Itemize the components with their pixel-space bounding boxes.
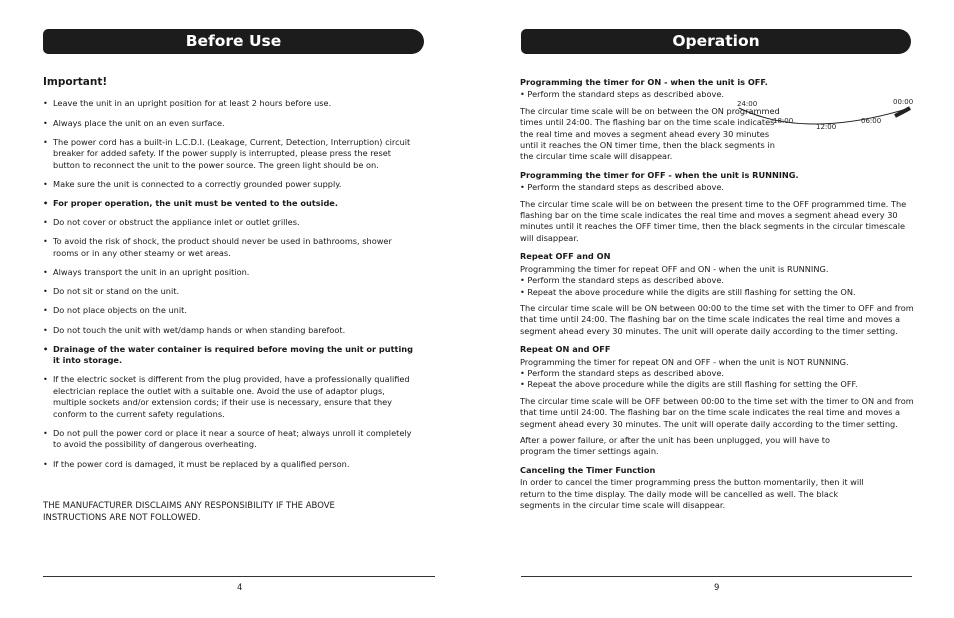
important-heading: Important! [43,76,108,88]
right-page [477,0,954,618]
section-title: Canceling the Timer Function [520,464,656,475]
section-intro: Programming the timer for repeat ON and OFF - when the unit is NOT RUNNING. [520,356,849,367]
bullet-item: • Always place the unit on an even surface. [43,118,415,129]
label-00: 00:00 [893,98,914,106]
section-text: The circular time scale will be OFF between 00:00 to the time set with the timer to ON and from that time until 24:00. The flashing bar on the time scale indicates the real time and moves a segment ahead every 30 minutes. The unit will operate daily according to the timer setting. [520,395,914,429]
before-use-banner: Before Use [43,29,424,54]
section-title: Repeat OFF and ON [520,251,611,262]
section-title: Repeat ON and OFF [520,344,611,355]
time-scale-diagram [735,94,915,158]
bullet-item: • Do not touch the unit with wet/damp hands or when standing barefoot. [43,325,415,336]
important-section [43,77,415,478]
page-number: 9 [714,583,720,593]
section-text: The circular time scale will be on between the ON programmed times until 24:00. The flashing bar on the time scale indicates the real time and moves a segment ahead every 30 minutes until it reaches the ON timer time, then the black segments in the circular time scale will disappear. [520,105,780,162]
bullet-item: • Always transport the unit in an upright position. [43,267,415,278]
time-scale-arc [739,108,910,124]
bullet-item: • To avoid the risk of shock, the product should never be used in bathrooms, shower rooms or in any other steamy or wet areas. [43,236,415,259]
section-timer-off [520,170,916,244]
page-number: 4 [237,583,243,593]
section-repeat-on-off [520,344,916,458]
section-intro: Programming the timer for repeat OFF and ON - when the unit is RUNNING. [520,263,829,274]
bullet-item: • If the power cord is damaged, it must be replaced by a qualified person. [43,459,415,470]
section-title: Programming the timer for ON - when the unit is OFF. [520,77,768,87]
section-bullet: • Perform the standard steps as described above. [520,367,724,378]
bullet-item: • The power cord has a built-in L.C.D.I. (Leakage, Current, Detection, Interruption) circuit breaker for added safety. If the power supply is interrupted, please press the reset button to reconnect the unit to the power source. The green light should be on. [43,137,415,171]
label-18: 18:00 [773,117,794,125]
section-text: The circular time scale will be ON between 00:00 to the time set with the timer to OFF and from that time until 24:00. The flashing bar on the time scale indicates the real time and moves a segment ahead every 30 minutes. The unit will operate daily according to the timer setting. [520,302,914,336]
section-cancel-timer [520,465,916,512]
bullet-item: • Do not place objects on the unit. [43,305,415,316]
bullet-item: • Make sure the unit is connected to a correctly grounded power supply. [43,179,415,190]
label-12: 12:00 [816,123,837,131]
section-title: Programming the timer for OFF - when the unit is RUNNING. [520,169,799,180]
section-text: The circular time scale will be on between the present time to the OFF programmed time. The flashing bar on the time scale indicates the real time and moves a segment ahead every 30 minutes until it reaches the OFF timer time, then the black segments in the circular timescale will disappear. [520,198,907,243]
section-repeat-off-on [520,251,916,337]
label-24: 24:00 [737,100,758,108]
bullet-item: • Leave the unit in an upright position for at least 2 hours before use. [43,98,415,109]
section-bullet: • Perform the standard steps as described above. [520,275,724,286]
bullet-item: • Drainage of the water container is required before moving the unit or putting it into storage. [43,344,415,367]
bullet-item: • Do not sit or stand on the unit. [43,286,415,297]
section-bullet: • Perform the standard steps as described above. [520,182,724,193]
disclaimer-text: THE MANUFACTURER DISCLAIMS ANY RESPONSIBILITY IF THE ABOVE INSTRUCTIONS ARE NOT FOLLOWED. [43,501,335,523]
safety-bullet-list [43,98,415,470]
bullet-item: • If the electric socket is different from the plug provided, have a professionally qualified electrician replace the outlet with a suitable one. Avoid the use of adaptor plugs, multiple sockets and/or extension cords; if their use is necessary, ensure that they conform to the current safety regulations. [43,374,415,420]
footer-divider [43,576,435,577]
section-text: After a power failure, or after the unit has been unplugged, you will have to program the timer settings again. [520,434,831,457]
bullet-item: • Do not cover or obstruct the appliance inlet or outlet grilles. [43,217,415,228]
section-bullet: • Repeat the above procedure while the digits are still flashing for setting the OFF. [520,379,858,390]
label-06: 06:00 [861,117,882,125]
section-text: In order to cancel the timer programming press the button momentarily, then it will return to the time display. The daily mode will be cancelled as well. The black segments in the circular time scale will disappear. [520,477,864,510]
bullet-item: • Do not pull the power cord or place it near a source of heat; always unroll it completely to avoid the possibility of dangerous overheating. [43,428,415,451]
section-bullet: • Perform the standard steps as described above. [520,89,724,100]
footer-divider [521,576,912,577]
operation-banner: Operation [521,29,911,54]
section-bullet: • Repeat the above procedure while the digits are still flashing for setting the ON. [520,286,856,297]
bullet-item: • For proper operation, the unit must be vented to the outside. [43,198,415,209]
